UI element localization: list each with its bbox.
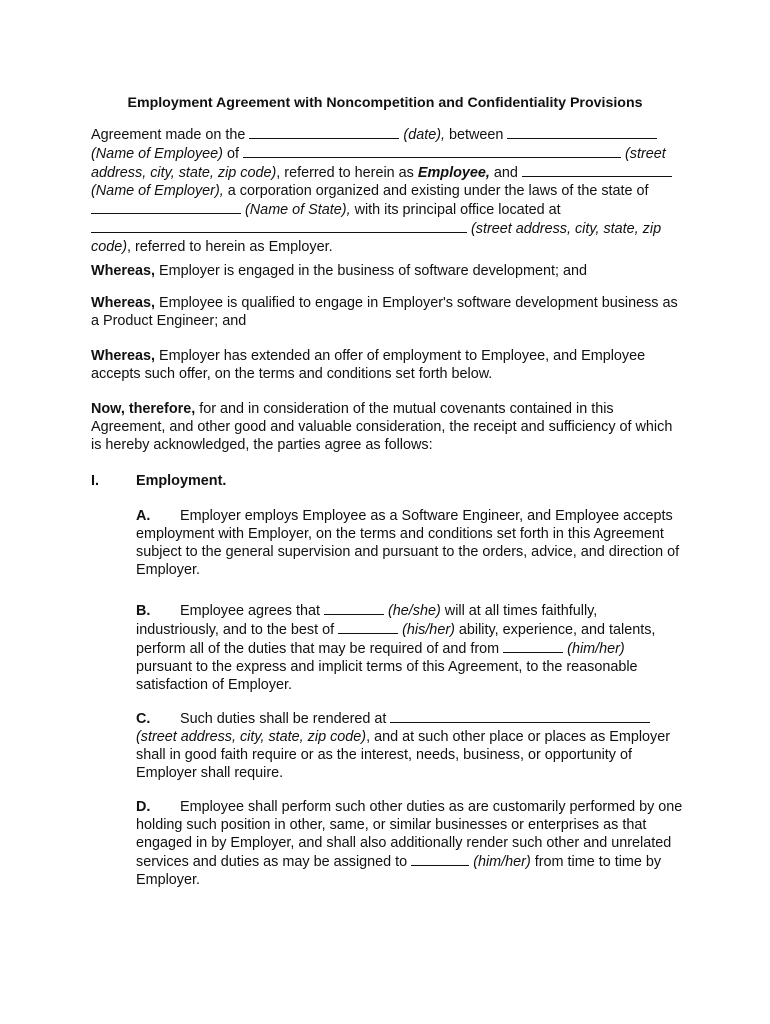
clause-b: B. Employee agrees that (he/she) will at all times faithfully, industriously, and to the best of (his/her) ability, experience, and talents, perform all of the duties that may be required of and from (him/her) pursuant to the express and implicit terms of this Agreement, to the reasonable satisfaction of Employer.: [136, 603, 656, 693]
employee-address-blank[interactable]: [243, 144, 621, 158]
document-title: Employment Agreement with Noncompetition and Confidentiality Provisions: [127, 95, 643, 111]
pronoun-blank-3[interactable]: [503, 639, 563, 653]
pronoun-blank-2[interactable]: [338, 620, 398, 634]
clause-a: A. Employer employs Employee as a Software Engineer, and Employee accepts employment with Employer, on the terms and conditions set forth in this Agreement subject to the general supervision and pursuant to the orders, advice, and direction of Employer.: [136, 508, 680, 578]
pronoun-blank-1[interactable]: [324, 601, 384, 615]
clause-c: C. Such duties shall be rendered at (street address, city, state, zip code), and at such other place or places as Employer shall in good faith require or as the interest, needs, business, or opportunity of Employer shall require.: [136, 711, 671, 781]
employer-address-blank[interactable]: [91, 219, 467, 233]
intro-paragraph: Agreement made on the (date), between (Name of Employee) of (street address, city, state, zip code), referred to herein as Employee, and (Name of Employer), a corporation organized and existing under the laws of the state of (Name of State), with its principal office located at (street address, city, state, zip code), referred to herein as Employer.: [91, 125, 683, 256]
recital-1: Whereas, Employer is engaged in the business of software development; and: [91, 263, 587, 279]
now-therefore-paragraph: Now, therefore, for and in consideration of the mutual covenants contained in this Agreement, and other good and valuable consideration, the receipt and sufficiency of which is hereby acknowledged, the parties agree as follows:: [91, 401, 673, 453]
employer-name-blank[interactable]: [522, 163, 672, 177]
clause-d: D. Employee shall perform such other duties as are customarily performed by one holding such position in other, same, or similar businesses or enterprises as that engaged in by Employer, and shall also additionally render such other and unrelated services and duties as may be assigned to (him/her) from time to time by Employer.: [136, 799, 683, 888]
recital-3: Whereas, Employer has extended an offer of employment to Employee, and Employee accepts such offer, on the terms and conditions set forth below.: [91, 348, 646, 382]
state-blank[interactable]: [91, 200, 241, 214]
pronoun-blank-4[interactable]: [411, 852, 469, 866]
section-number: I.: [91, 473, 99, 489]
duty-location-blank[interactable]: [390, 709, 650, 723]
recital-2: Whereas, Employee is qualified to engage in Employer's software development business as a Product Engineer; and: [91, 295, 678, 329]
date-blank[interactable]: [249, 125, 399, 139]
employee-name-blank[interactable]: [507, 125, 657, 139]
section-heading: Employment.: [136, 473, 227, 489]
